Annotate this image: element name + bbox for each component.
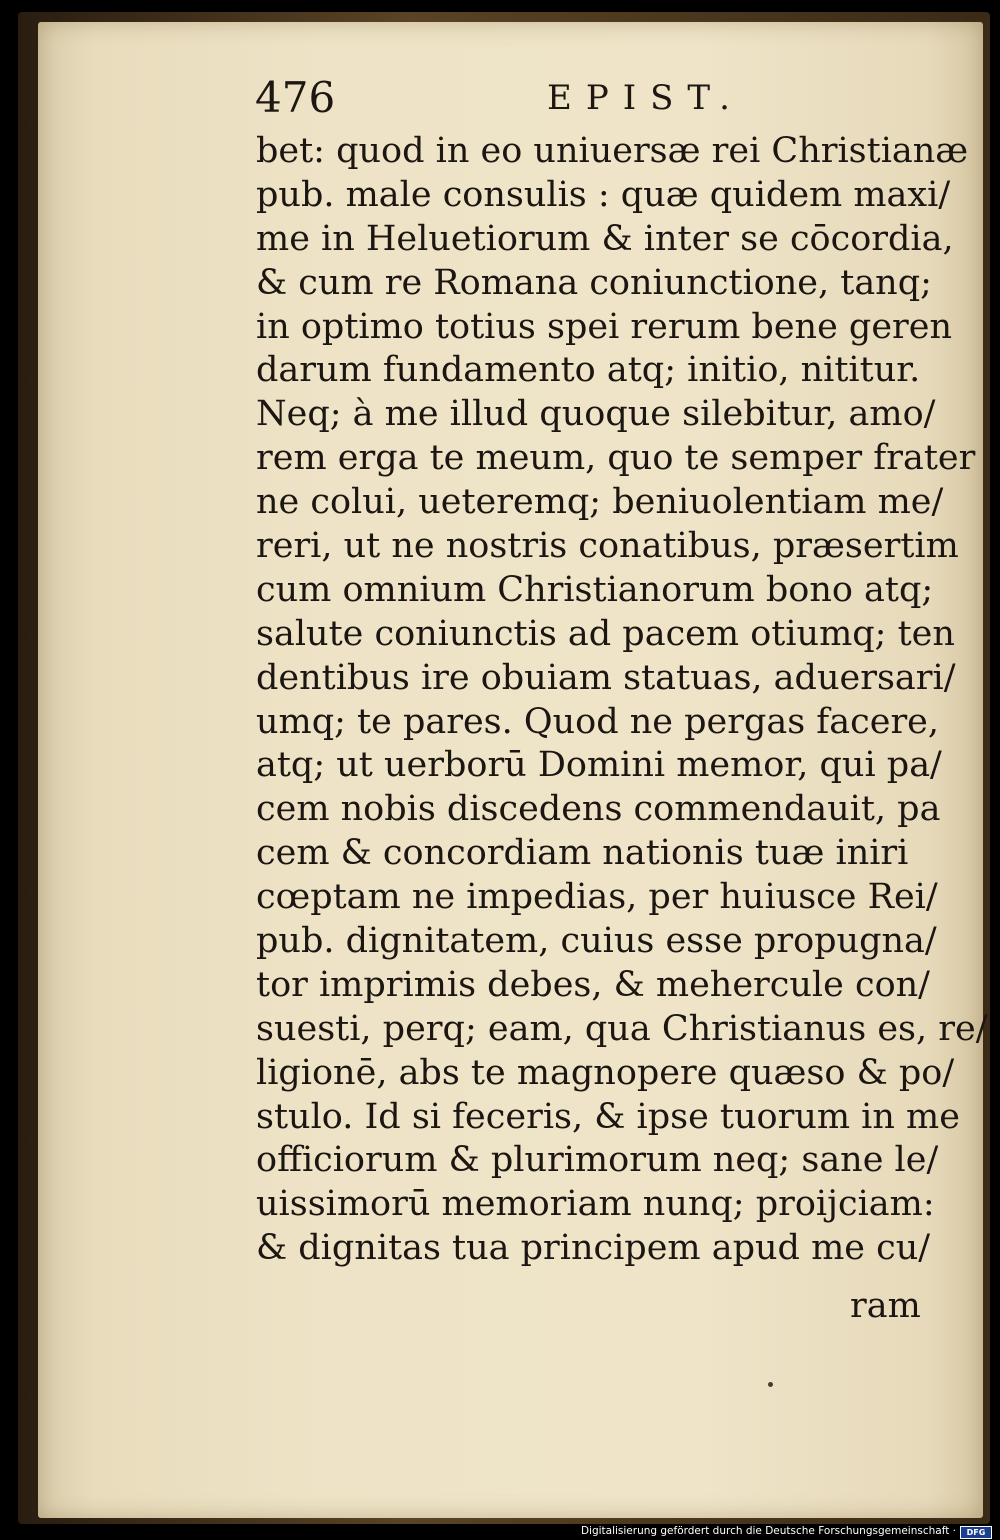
text-line: darum fundamento atq; initio, nititur. [256, 350, 921, 391]
text-line: cum omnium Christianorum bono atq; [256, 569, 934, 610]
text-body [256, 130, 988, 1271]
text-line: pub. dignitatem, cuius esse propugna/ [256, 921, 937, 962]
text-line: me in Heluetiorum & inter se cōcordia, [256, 218, 954, 259]
digitization-credit: Digitalisierung gefördert durch die Deutsche Forschungsgemeinschaft · [580, 1525, 956, 1537]
text-line: rem erga te meum, quo te semper frater [256, 438, 976, 479]
text-line: Neq; à me illud quoque silebitur, amo/ [256, 394, 936, 435]
text-line: cem & concordiam nationis tuæ iniri [256, 833, 909, 874]
text-line: cem nobis discedens commendauit, pa [256, 789, 941, 830]
text-line: ligionē, abs te magnopere quæso & po/ [256, 1052, 955, 1093]
text-line: reri, ut ne nostris conatibus, præsertim [256, 526, 959, 567]
text-line: officiorum & plurimorum neq; sane le/ [256, 1140, 939, 1181]
text-line: atq; ut uerborū Domini memor, qui pa/ [256, 745, 942, 786]
text-line: stulo. Id si feceris, & ipse tuorum in me [256, 1096, 960, 1137]
ink-spot [768, 1382, 773, 1387]
page-header [255, 70, 935, 126]
text-line: salute coniunctis ad pacem otiumq; ten [256, 613, 955, 654]
catchword: ram [850, 1286, 921, 1326]
text-line: cœptam ne impedias, per huiusce Rei/ [256, 877, 938, 918]
text-line: umq; te pares. Quod ne pergas facere, [256, 701, 940, 742]
text-line: dentibus ire obuiam statuas, aduersari/ [256, 657, 956, 698]
text-line: bet: quod in eo uniuersæ rei Christianæ [256, 131, 969, 171]
page-number: 476 [255, 73, 336, 122]
text-line: ne colui, ueteremq; beniuolentiam me/ [256, 482, 944, 523]
text-line: pub. male consulis : quæ quidem maxi/ [256, 174, 951, 215]
running-head: EPIST. [547, 78, 744, 118]
text-line: in optimo totius spei rerum bene geren [256, 306, 953, 347]
dfg-logo: DFG [960, 1526, 992, 1539]
text-line: tor imprimis debes, & mehercule con/ [256, 964, 930, 1005]
text-line: & dignitas tua principem apud me cu/ [256, 1228, 931, 1269]
text-line: & cum re Romana coniunctione, tanq; [256, 262, 932, 303]
text-line: suesti, perq; eam, qua Christianus es, re/ [256, 1008, 988, 1049]
text-line: uissimorū memoriam nunq; proijciam: [256, 1184, 935, 1225]
